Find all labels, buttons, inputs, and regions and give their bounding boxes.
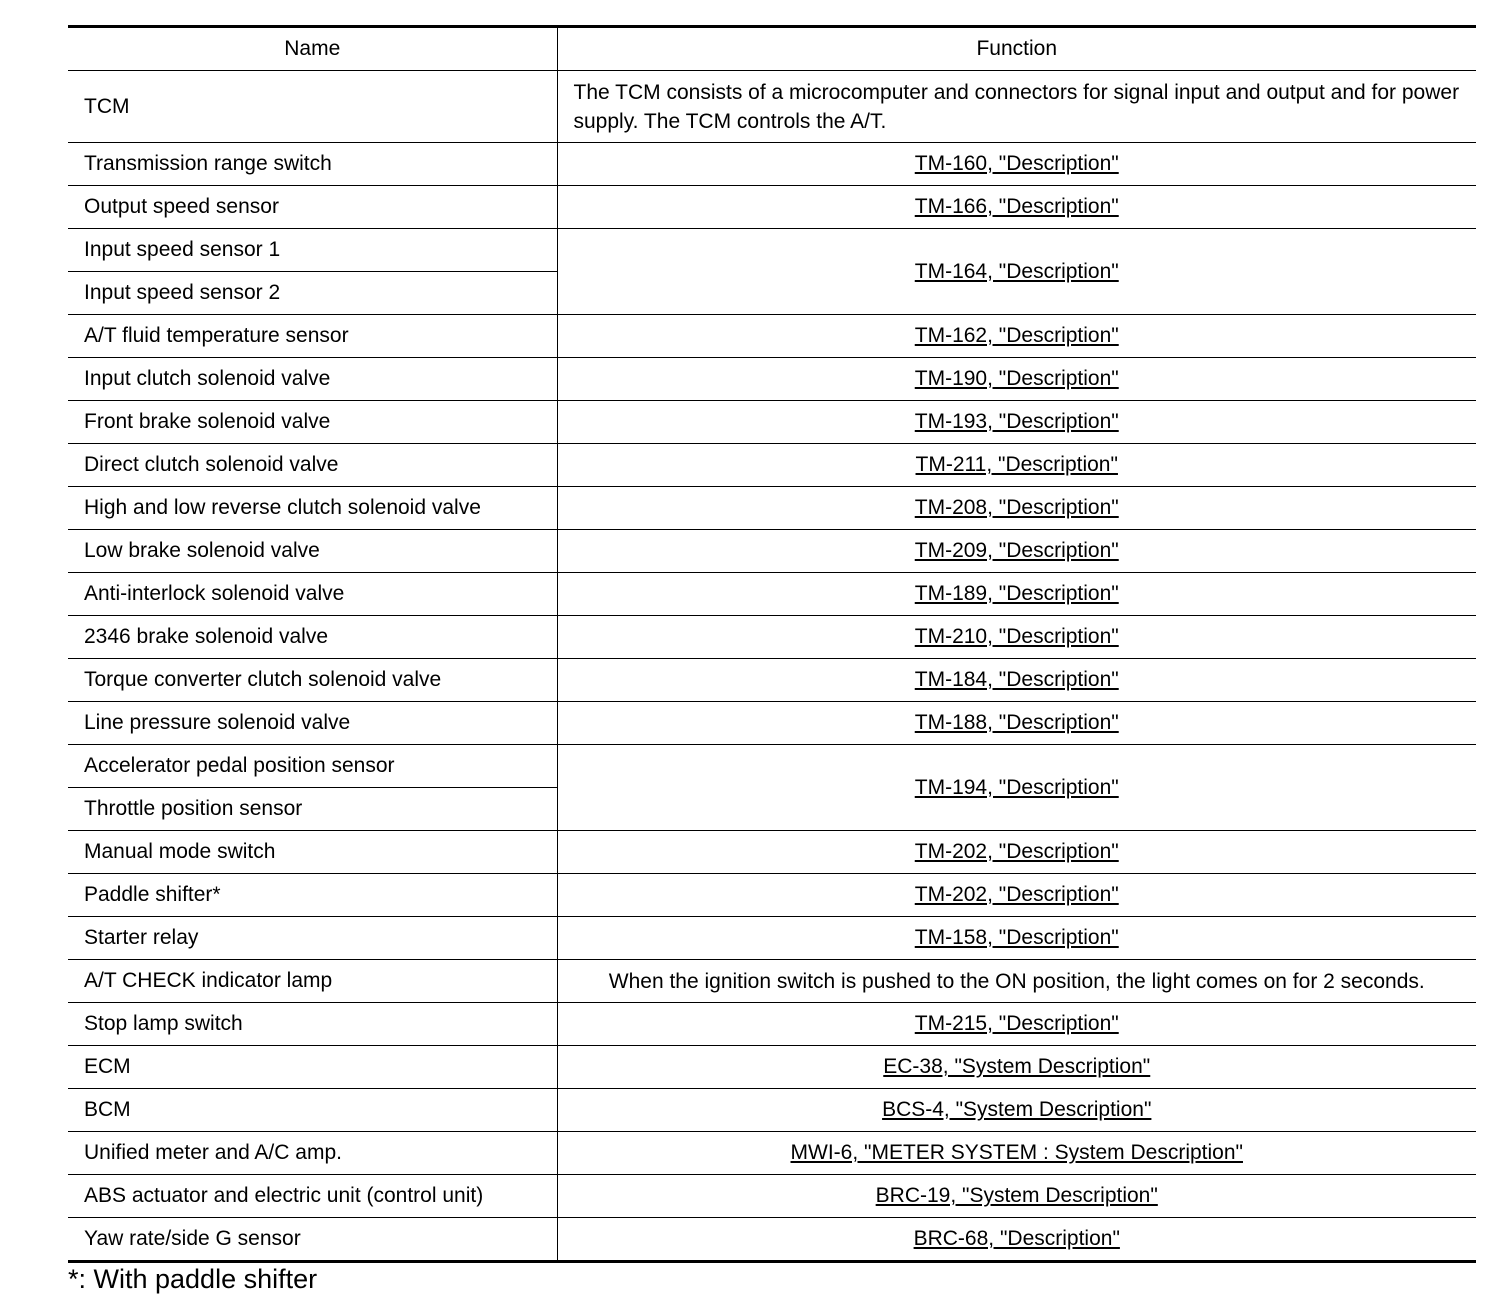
reference-link[interactable]: TM-193, "Description" [914,410,1119,433]
table-row [68,229,1476,272]
table-row [68,1089,1476,1132]
row-name: BCM [68,1089,557,1132]
component-table-wrapper [68,25,1476,1263]
row-name: Line pressure solenoid valve [68,702,557,745]
table-row [68,1003,1476,1046]
reference-link[interactable]: TM-188, "Description" [914,711,1119,734]
reference-link[interactable]: TM-158, "Description" [914,926,1119,949]
row-function [557,917,1476,960]
row-name: High and low reverse clutch solenoid valve [68,487,557,530]
row-function [557,186,1476,229]
row-name: Low brake solenoid valve [68,530,557,573]
table-row [68,530,1476,573]
table-row [68,1175,1476,1218]
row-name: TCM [68,71,557,143]
row-name: Unified meter and A/C amp. [68,1132,557,1175]
table-row [68,1218,1476,1262]
row-function [557,745,1476,831]
table-row [68,616,1476,659]
row-function [557,1003,1476,1046]
reference-link[interactable]: TM-202, "Description" [914,883,1119,906]
row-function [557,358,1476,401]
table-row [68,659,1476,702]
reference-link[interactable]: TM-164, "Description" [914,259,1119,283]
row-function [557,444,1476,487]
row-name: A/T fluid temperature sensor [68,315,557,358]
row-function [557,1132,1476,1175]
reference-link[interactable]: TM-160, "Description" [914,152,1119,175]
row-function [557,659,1476,702]
table-row [68,960,1476,1003]
reference-link[interactable]: TM-189, "Description" [914,582,1119,605]
table-row [68,831,1476,874]
row-function [557,616,1476,659]
row-name: 2346 brake solenoid valve [68,616,557,659]
reference-link[interactable]: TM-194, "Description" [914,775,1119,799]
reference-link[interactable]: BCS-4, "System Description" [882,1098,1152,1121]
reference-link[interactable]: TM-209, "Description" [914,539,1119,562]
reference-link[interactable]: EC-38, "System Description" [883,1055,1151,1078]
component-function-table [68,25,1476,1263]
row-name: Anti-interlock solenoid valve [68,573,557,616]
reference-link[interactable]: TM-211, "Description" [915,453,1118,476]
header-function: Function [557,27,1476,71]
row-function-text: The TCM consists of a microcomputer and connectors for signal input and output and for power supply. The TCM controls the A/T. [557,71,1476,143]
row-function-text: When the ignition switch is pushed to the ON position, the light comes on for 2 seconds. [557,960,1476,1003]
header-name: Name [68,27,557,71]
row-function [557,831,1476,874]
table-row [68,315,1476,358]
row-name: A/T CHECK indicator lamp [68,960,557,1003]
row-function [557,573,1476,616]
row-name: Torque converter clutch solenoid valve [68,659,557,702]
table-row [68,358,1476,401]
row-name: Manual mode switch [68,831,557,874]
table-row [68,444,1476,487]
table-header-row [68,27,1476,71]
row-name: Input speed sensor 2 [68,272,557,315]
reference-link[interactable]: TM-184, "Description" [914,668,1119,691]
row-name: Input clutch solenoid valve [68,358,557,401]
row-function [557,1218,1476,1262]
row-function [557,229,1476,315]
table-row [68,487,1476,530]
table-row [68,1046,1476,1089]
table-row [68,702,1476,745]
table-row [68,143,1476,186]
row-name: Front brake solenoid valve [68,401,557,444]
footnote: *: With paddle shifter [68,1264,318,1294]
reference-link[interactable]: MWI-6, "METER SYSTEM : System Description" [790,1141,1243,1164]
table-row [68,874,1476,917]
row-name: Yaw rate/side G sensor [68,1218,557,1262]
row-function [557,1046,1476,1089]
reference-link[interactable]: TM-210, "Description" [914,625,1119,648]
table-row [68,573,1476,616]
row-name: ABS actuator and electric unit (control unit) [68,1175,557,1218]
reference-link[interactable]: TM-202, "Description" [914,840,1119,863]
row-name: Stop lamp switch [68,1003,557,1046]
table-row [68,917,1476,960]
row-function [557,143,1476,186]
row-function [557,315,1476,358]
reference-link[interactable]: TM-208, "Description" [914,496,1119,519]
reference-link[interactable]: BRC-19, "System Description" [875,1184,1158,1207]
row-name: Accelerator pedal position sensor [68,745,557,788]
row-name: ECM [68,1046,557,1089]
row-function [557,1175,1476,1218]
table-row [68,1132,1476,1175]
reference-link[interactable]: TM-166, "Description" [914,195,1119,218]
row-function [557,530,1476,573]
row-function [557,1089,1476,1132]
row-function [557,401,1476,444]
table-row [68,186,1476,229]
row-function [557,874,1476,917]
row-name: Output speed sensor [68,186,557,229]
table-row [68,71,1476,143]
row-name: Direct clutch solenoid valve [68,444,557,487]
reference-link[interactable]: TM-215, "Description" [914,1012,1119,1035]
row-name: Paddle shifter* [68,874,557,917]
row-name: Transmission range switch [68,143,557,186]
row-name: Throttle position sensor [68,788,557,831]
row-name: Starter relay [68,917,557,960]
reference-link[interactable]: TM-190, "Description" [914,367,1119,390]
table-row [68,745,1476,788]
row-function [557,702,1476,745]
row-name: Input speed sensor 1 [68,229,557,272]
reference-link[interactable]: BRC-68, "Description" [913,1227,1120,1250]
row-function [557,487,1476,530]
reference-link[interactable]: TM-162, "Description" [914,324,1119,347]
table-row [68,401,1476,444]
